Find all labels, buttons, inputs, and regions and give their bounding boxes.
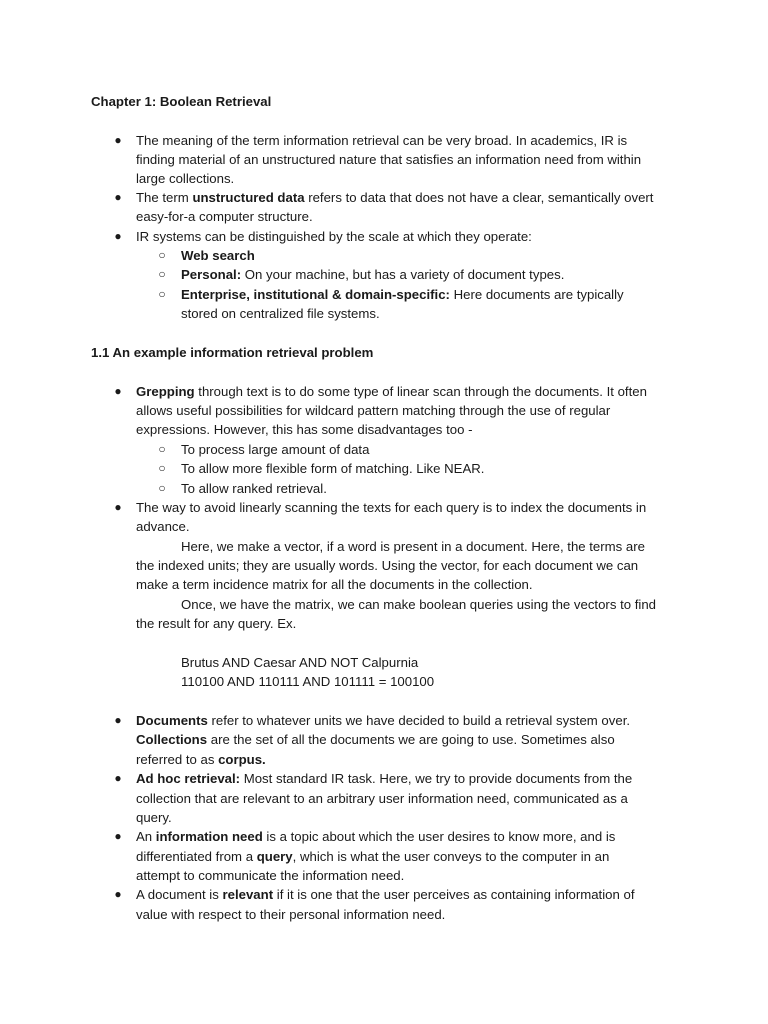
sub-bullet-circle: ○ xyxy=(158,248,166,262)
sub-bullet-circle: ○ xyxy=(158,267,166,281)
para1-line3: make a term incidence matrix for all the documents in the collection. xyxy=(136,577,533,592)
index-line1: The way to avoid linearly scanning the texts for each query is to index the documents in xyxy=(136,500,647,515)
grep-sub2: To allow more flexible form of matching. Like NEAR. xyxy=(181,461,485,476)
intro-b1-line3: large collections. xyxy=(136,171,235,186)
bullet-dot: ● xyxy=(114,384,122,398)
para1-line1: Here, we make a vector, if a word is present in a document. Here, the terms are xyxy=(181,539,645,554)
sub-bullet-circle: ○ xyxy=(158,442,166,456)
adhoc-line1: Ad hoc retrieval: Most standard IR task. Here, we try to provide documents from the xyxy=(136,771,633,786)
intro-sub3-line1: Enterprise, institutional & domain-specific: Here documents are typically xyxy=(181,287,624,302)
intro-b1-line2: finding material of an unstructured nature that satisfies an information need from within xyxy=(136,152,642,167)
grep-sub3: To allow ranked retrieval. xyxy=(181,481,327,496)
docs-line3: referred to as corpus. xyxy=(136,752,266,767)
need-line1: An information need is a topic about which the user desires to know more, and is xyxy=(136,829,616,844)
para2-line1: Once, we have the matrix, we can make boolean queries using the vectors to find xyxy=(181,597,657,612)
bullet-dot: ● xyxy=(114,190,122,204)
intro-sub1: Web search xyxy=(181,248,255,263)
intro-b2-line2: easy-for-a computer structure. xyxy=(136,209,313,224)
relevant-line2: value with respect to their personal information need. xyxy=(136,907,446,922)
bullet-dot: ● xyxy=(114,771,122,785)
bullet-dot: ● xyxy=(114,500,122,514)
index-line2: advance. xyxy=(136,519,190,534)
bullet-dot: ● xyxy=(114,133,122,147)
adhoc-line3: query. xyxy=(136,810,172,825)
grep-sub1: To process large amount of data xyxy=(181,442,370,457)
intro-sub3-line2: stored on centralized file systems. xyxy=(181,306,380,321)
need-line3: attempt to communicate the information need. xyxy=(136,868,405,883)
example-result: 110100 AND 110111 AND 101111 = 100100 xyxy=(181,674,435,689)
intro-b2-line1: The term unstructured data refers to data that does not have a clear, semantically overt xyxy=(136,190,654,205)
chapter-title: Chapter 1: Boolean Retrieval xyxy=(91,94,272,109)
para2-line2: the result for any query. Ex. xyxy=(136,616,297,631)
intro-b3: IR systems can be distinguished by the scale at which they operate: xyxy=(136,229,532,244)
sub-bullet-circle: ○ xyxy=(158,481,166,495)
bullet-dot: ● xyxy=(114,829,122,843)
grep-line1: Grepping through text is to do some type of linear scan through the documents. It often xyxy=(136,384,647,399)
bullet-dot: ● xyxy=(114,713,122,727)
example-query: Brutus AND Caesar AND NOT Calpurnia xyxy=(181,655,419,670)
intro-sub2: Personal: On your machine, but has a variety of document types. xyxy=(181,267,565,282)
adhoc-line2: collection that are relevant to an arbitrary user information need, communicated as a xyxy=(136,791,628,806)
sub-bullet-circle: ○ xyxy=(158,461,166,475)
sub-bullet-circle: ○ xyxy=(158,287,166,301)
intro-b1-line1: The meaning of the term information retrieval can be very broad. In academics, IR is xyxy=(136,133,628,148)
bullet-dot: ● xyxy=(114,887,122,901)
bullet-dot: ● xyxy=(114,229,122,243)
grep-line3: expressions. However, this has some disadvantages too - xyxy=(136,422,473,437)
para1-line2: the indexed units; they are usually words. Using the vector, for each document we can xyxy=(136,558,639,573)
relevant-line1: A document is relevant if it is one that the user perceives as containing information of xyxy=(136,887,635,902)
docs-line1: Documents refer to whatever units we have decided to build a retrieval system over. xyxy=(136,713,631,728)
grep-line2: allows useful possibilities for wildcard pattern matching through the use of regular xyxy=(136,403,611,418)
section-title: 1.1 An example information retrieval problem xyxy=(91,345,374,360)
docs-line2: Collections are the set of all the documents we are going to use. Sometimes also xyxy=(136,732,615,747)
need-line2: differentiated from a query, which is what the user conveys to the computer in an xyxy=(136,849,610,864)
